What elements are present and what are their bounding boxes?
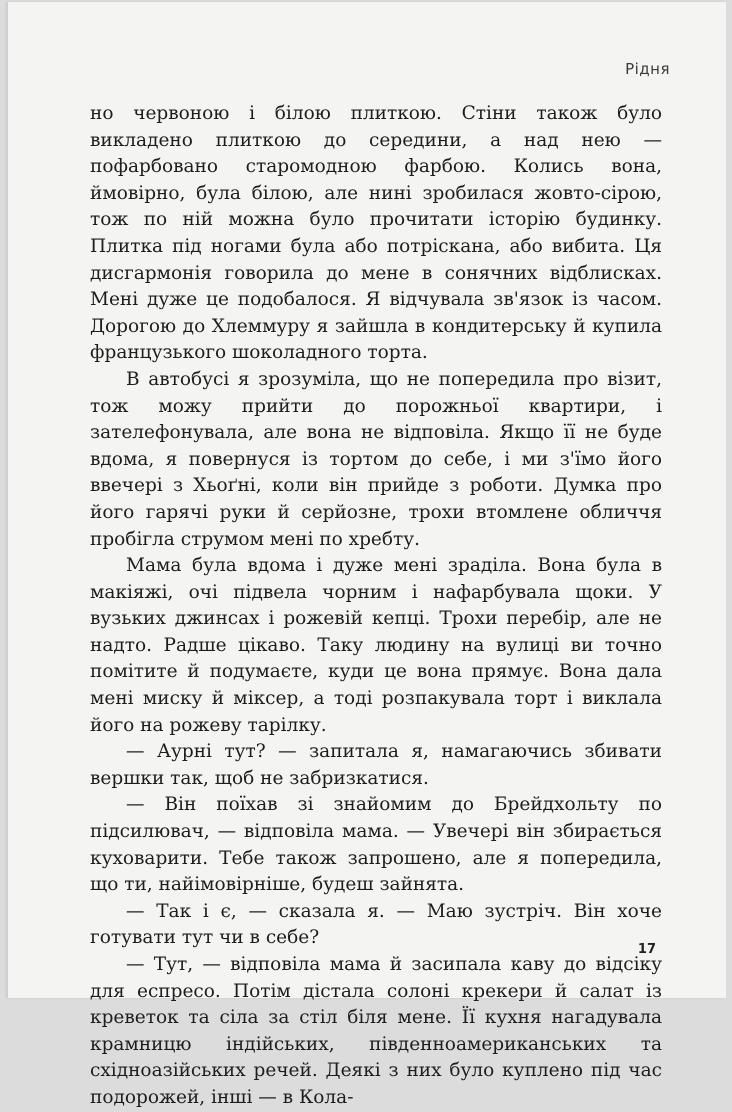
dialogue-line: — Аурні тут? — запитала я, намагаючись збивати вершки так, щоб не забризкатися. [90, 741, 662, 789]
body-text [90, 101, 662, 1112]
paragraph: Мама була вдома і дуже мені зраділа. Вона була в макіяжі, очі підвела чорним і нафарбувала щоки. У вузьких джинсах і рожевій кепці. Трохи перебір, але не надто. Радше цікаво. Таку людину на вулиці ви точно помітите й подумаєте, куди це вона прямує. Вона дала мені миску й міксер, а тоді розпакувала торт і виклала його на рожеву тарілку. [90, 555, 662, 736]
book-page [8, 2, 726, 1108]
dialogue-line: — Тут, — відповіла мама й засипала каву до відсіку для еспресо. Потім дістала солоні крекери й салат із креветок та сіла за стіл біля мене. Її кухня нагадувала крамницю індійських, південноамериканських та східноазійських речей. Деякі з них було куплено під час подорожей, інші — в Кола- [90, 954, 662, 1108]
dialogue-line: — Так і є, — сказала я. — Маю зустріч. Він хоче готувати тут чи в себе? [90, 900, 662, 949]
running-header: Рідня [625, 60, 670, 78]
paragraph: В автобусі я зрозуміла, що не попередила про візит, тож можу прийти до порожньої квартири, і зателефонувала, але вона не відповіла. Якщо її не буде вдома, я повернуся із тортом до себе, і ми з'їмо його ввечері з Хьоґні, коли він прийде з роботи. Думка про його гарячі руки й серйозне, трохи втомлене обличчя пробігла струмом мені по хребту. [90, 368, 662, 550]
dialogue-line: — Він поїхав зі знайомим до Брейдхольту по підсилювач, — відповіла мама. — Увечері він збирається куховарити. Тебе також запрошено, але я попередила, що ти, найімовірніше, будеш зайнята. [90, 794, 662, 896]
page-number: 17 [637, 942, 656, 957]
paragraph: но червоною і білою плиткою. Стіни також було викладено плиткою до середини, а над нею — пофарбовано старомодною фарбою. Колись вона, ймовірно, була білою, але нині зробилася жовто-сірою, тож по ній можна було прочитати історію будинку. Плитка під ногами була або потріскана, або вибита. Ця дисгармонія говорила до мене в сонячних відблисках. Мені дуже це подобалося. Я відчувала зв'язок із часом. Дорогою до Хлеммуру я зайшла в кондитерську й купила французького шоколадного торта. [90, 103, 662, 364]
